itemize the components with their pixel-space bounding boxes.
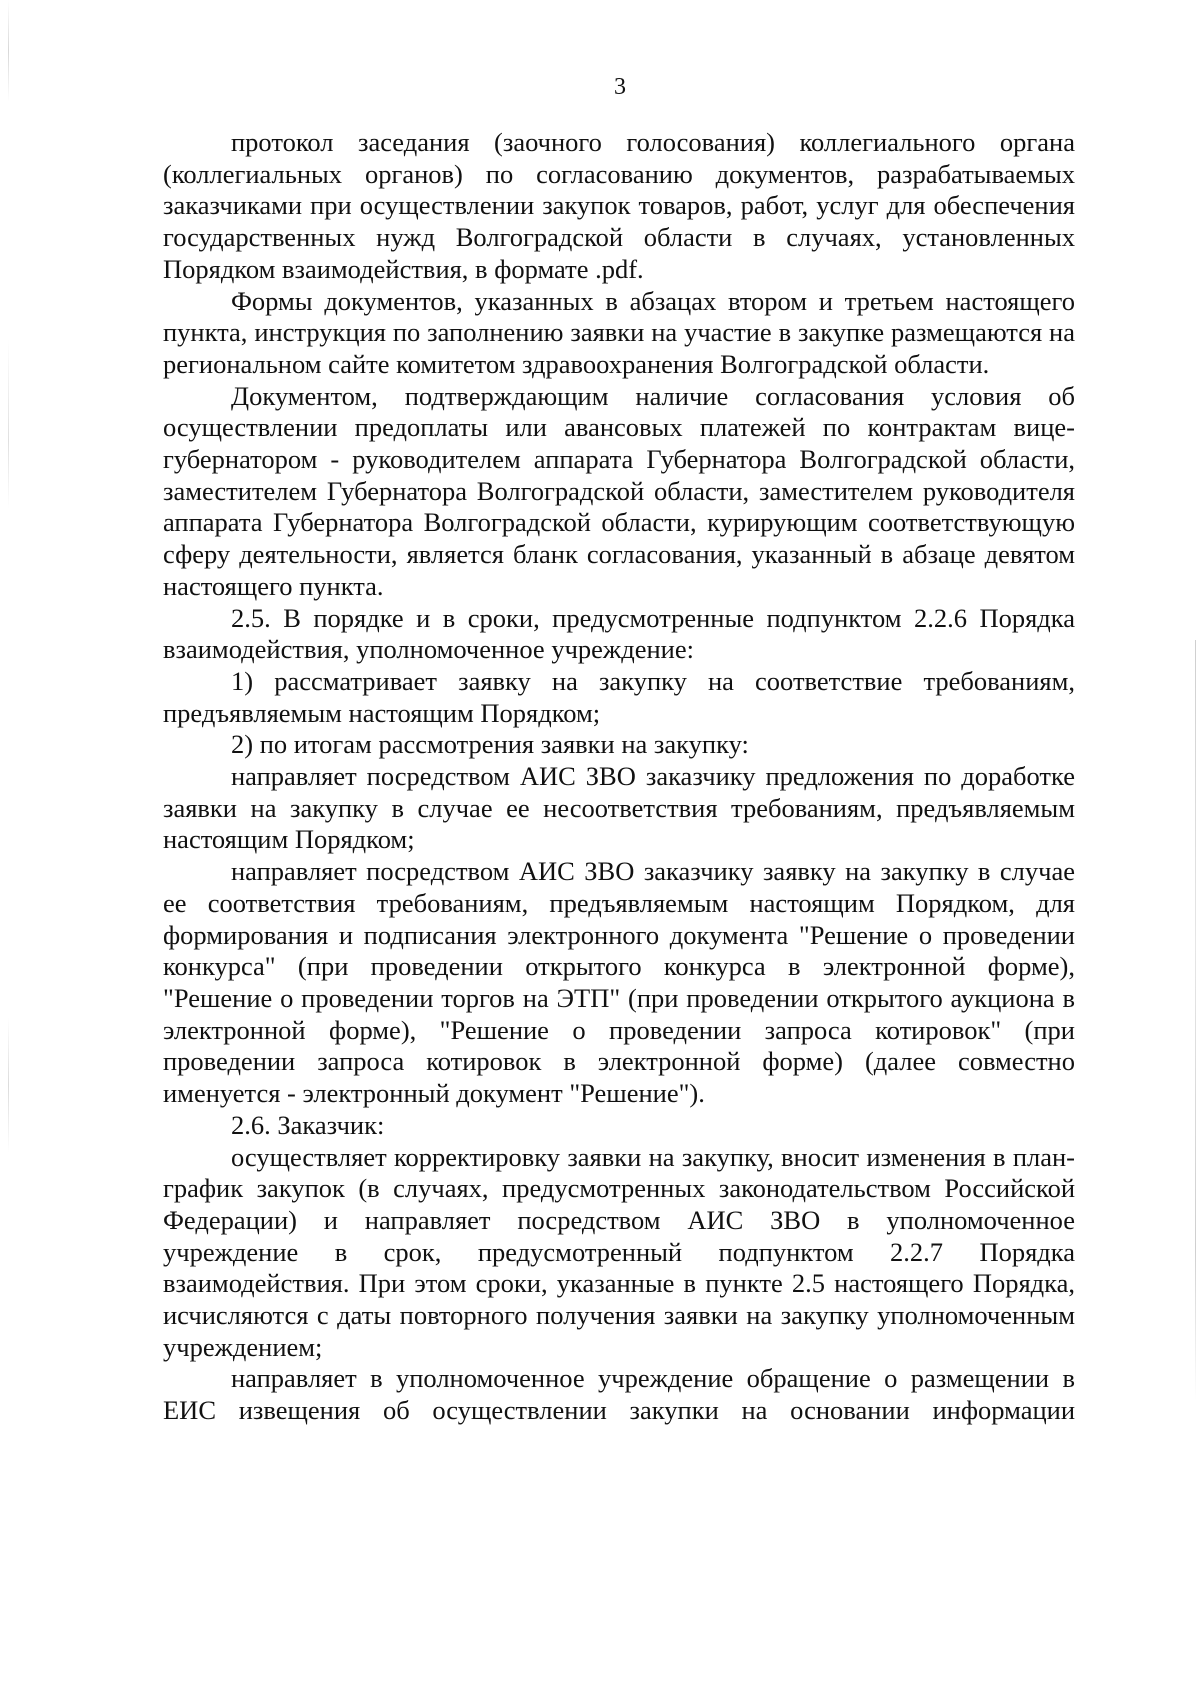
paragraph-forms: Формы документов, указанных в абзацах втором и третьем настоящего пункта, инструкция по заполнению заявки на участие в закупке размещаются на региональном сайте комитетом здравоохранения Волгоградской области.	[163, 285, 1075, 379]
paragraph-correction: осуществляет корректировку заявки на закупку, вносит изменения в план-график закупок (в случаях, предусмотренных законодательством Российской Федерации) и направляет посредством АИС ЗВО в уполномоченное учреждение в срок, предусмотренный подпунктом 2.2.7 Порядка взаимодействия. При этом сроки, указанные в пункте 2.5 настоящего Порядка, исчисляются с даты повторного получения заявки на закупку уполномоченным учреждением;	[163, 1141, 1075, 1362]
paragraph-2-5-item-2: 2) по итогам рассмотрения заявки на закупку:	[231, 729, 749, 760]
scan-edge-right	[1195, 640, 1196, 1400]
paragraph-send-application: направляет посредством АИС ЗВО заказчику заявку на закупку в случае ее соответствия требованиям, предъявляемым настоящим Порядком, для формирования и подписания электронного документа "Решение о проведении конкурса" (при проведении открытого конкурса в электронной форме), "Решение о проведении торгов на ЭТП" (при проведении открытого аукциона в электронной форме), "Решение о проведении запроса котировок" (при проведении запроса котировок в электронной форме) (далее совместно именуется - электронный документ "Решение").	[163, 856, 1075, 1109]
paragraph-approval-document: Документом, подтверждающим наличие согласования условия об осуществлении предоплаты или авансовых платежей по контрактам вице-губернатором - руководителем аппарата Губернатора Волгоградской области, заместителем Губернатора Волгоградской области, заместителем руководителя аппарата Губернатора Волгоградской области, курирующим соответствующую сферу деятельности, является бланк согласования, указанный в абзаце девятом настоящего пункта.	[163, 380, 1075, 601]
paragraph-2-5: 2.5. В порядке и в сроки, предусмотренные подпунктом 2.2.6 Порядка взаимодействия, уполномоченное учреждение:	[163, 602, 1075, 665]
paragraph-send-proposals: направляет посредством АИС ЗВО заказчику предложения по доработке заявки на закупку в случае ее несоответствия требованиям, предъявляемым настоящим Порядком;	[163, 761, 1075, 855]
document-body	[163, 127, 1075, 1427]
scan-edge-left	[8, 0, 9, 1696]
paragraph-2-6: 2.6. Заказчик:	[231, 1109, 385, 1140]
page-number: 3	[614, 74, 626, 100]
paragraph-protocol: протокол заседания (заочного голосования) коллегиального органа (коллегиальных органов) по согласованию документов, разрабатываемых заказчиками при осуществлении закупок товаров, работ, услуг для обеспечения государственных нужд Волгоградской области в случаях, установленных Порядком взаимодействия, в формате .pdf.	[163, 127, 1075, 284]
paragraph-notice-request: направляет в уполномоченное учреждение обращение о размещении в ЕИС извещения об осуществлении закупки на основании информации	[163, 1363, 1075, 1426]
paragraph-2-5-item-1: 1) рассматривает заявку на закупку на соответствие требованиям, предъявляемым настоящим Порядком;	[163, 665, 1075, 728]
